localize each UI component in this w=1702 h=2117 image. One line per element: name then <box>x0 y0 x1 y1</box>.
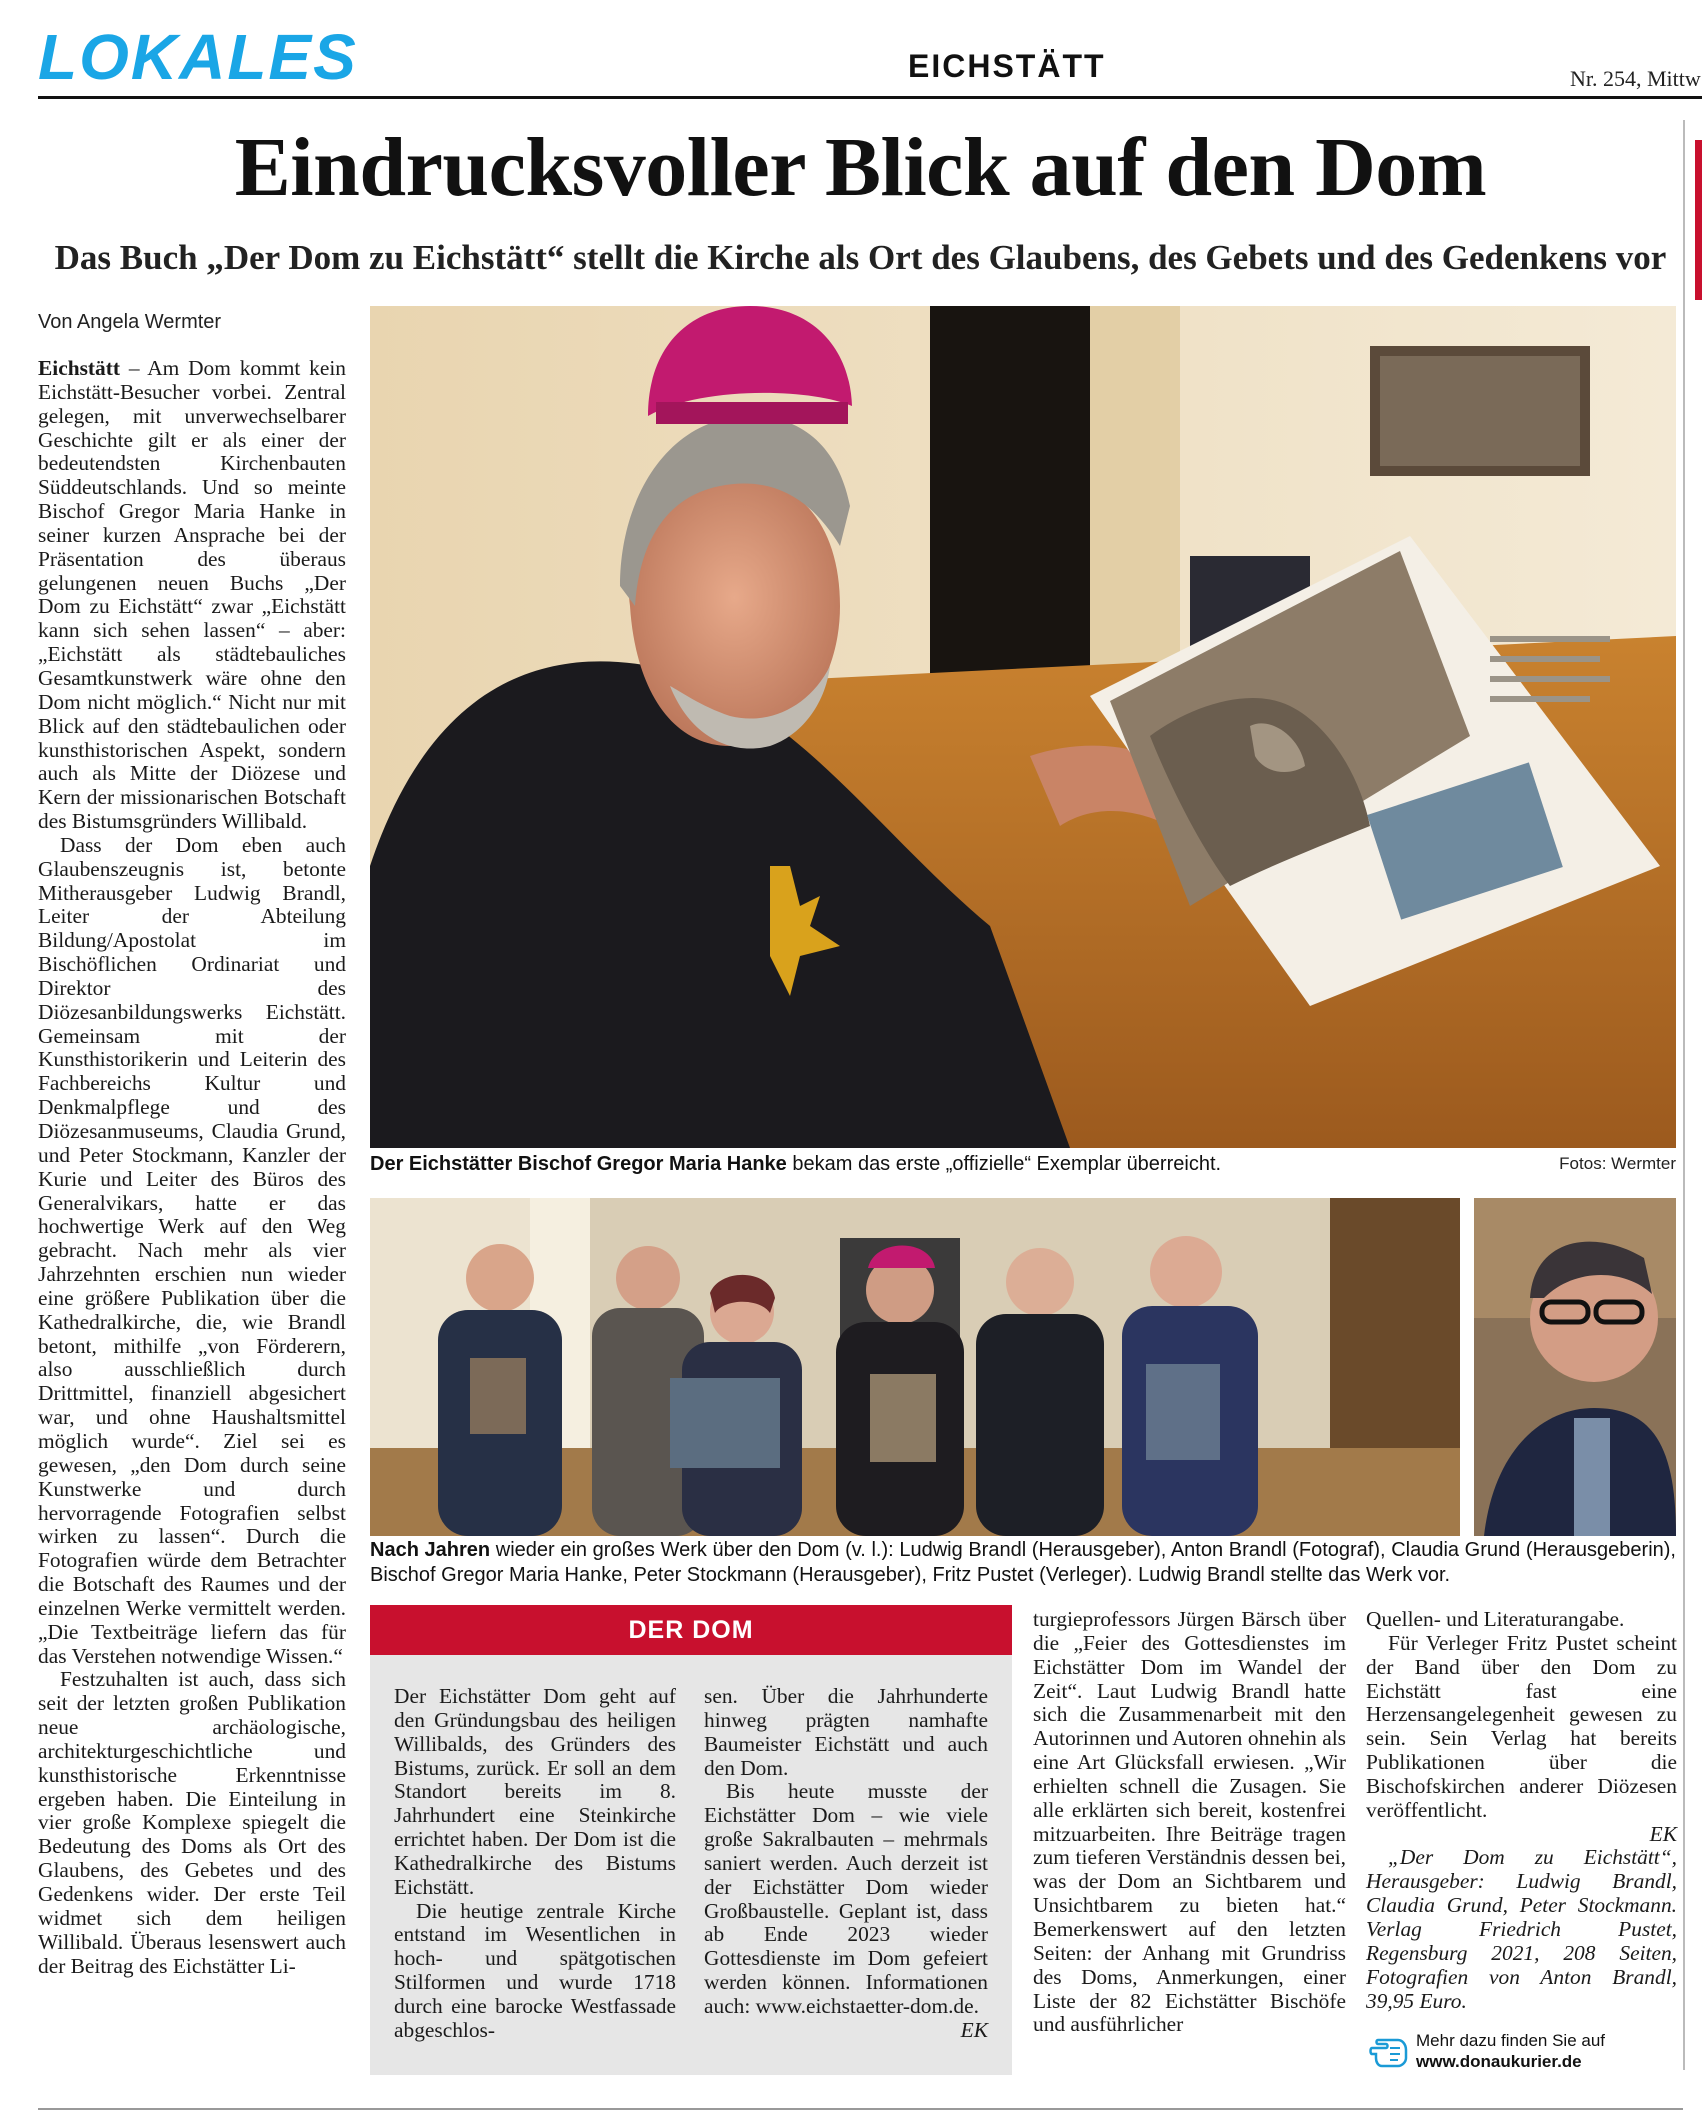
info-signature: EK <box>960 2017 988 2042</box>
book-info: „Der Dom zu Eichstätt“, Herausgeber: Ludwig Brandl, Claudia Grund, Peter Stockmann. Verlag Friedrich Pustet, Regensburg 2021, 208 Seiten, Fotografien von Anton Brandl, 39,95 Euro. <box>1366 1845 1677 2013</box>
info-paragraph: Bis heute musste der Eichstätter Dom – wie viele große Sakralbauten – mehrmals saniert werden. Auch derzeit ist der Eichstätter Dom wieder Großbaustelle. Geplant ist, dass ab Ende 2023 wieder Gottesdienste im Dom gefeiert werden können. Informationen auch: www.eichstaetter-dom.de. <box>704 1779 988 2018</box>
info-box-column-1 <box>394 1685 676 2043</box>
group-photo <box>370 1198 1460 1536</box>
pointing-hand-icon <box>1368 2032 1408 2068</box>
header-rule <box>38 96 1702 99</box>
main-photo-caption <box>370 1152 1470 1177</box>
info-box-column-2 <box>704 1685 988 2043</box>
article-paragraph: Quellen- und Literaturangabe. <box>1366 1607 1625 1631</box>
section-label: LOKALES <box>38 21 358 93</box>
article-paragraph: Dass der Dom eben auch Glaubenszeugnis ist, betonte Mitherausgeber Ludwig Brandl, Leiter der Abteilung Bildung/Apostolat im Bischöflichen Ordinariat und Direktor des Diözesanbildungswerks Eichstätt. Gemeinsam mit der Kunsthistorikerin und Leiterin des Fachbereichs Kultur und Denkmalpflege und des Diözesanmuseums, Claudia Grund, und Peter Stockmann, Kanzler der Kurie und Leiter des Büros des Generalvikars, hatte er das hochwertige Werk auf den Weg gebracht. Nach mehr als vier Jahrzehnten erschien nun wieder eine größere Publikation über die Kathedralkirche, die, wie Brandl betont, mithilfe „von Förderern, also ausschließlich durch Drittmittel, finanziell abgesichert war, und ohne Haushaltsmittel möglich wurde“. Ziel sei es gewesen, „den Dom durch seine Kunstwerke und durch hervorragende Fotografien selbst wirken zu lassen“. Durch die Fotografien würde dem Betrachter die Botschaft des Raumes und der einzelnen Werke vermittelt werden. „Die Textbeiträge liefern das für das Verstehen notwendige Wissen.“ <box>38 832 346 1668</box>
more-link-text <box>1416 2030 1605 2072</box>
info-paragraph: sen. Über die Jahrhunderte hinweg prägten namhafte Baumeister Eichstätt und auch den Dom. <box>704 1684 988 1780</box>
info-box <box>370 1605 1012 2075</box>
article-column-1 <box>38 357 346 1978</box>
article-paragraph: Für Verleger Fritz Pustet scheint der Band über den Dom zu Eichstätt fast eine Herzensangelegenheit gewesen zu sein. Sein Verlag hat bereits Publikationen über die Bischofskirchen anderer Diözesen veröffentlicht. <box>1366 1630 1677 1822</box>
info-paragraph: Die heutige zentrale Kirche entstand im Wesentlichen in hoch- und spätgotischen Stilformen und wurde 1718 durch eine barocke Westfassade abgeschlos- <box>394 1898 676 2042</box>
portrait-photo <box>1474 1198 1676 1536</box>
article-column-5 <box>1366 1608 1677 2013</box>
info-box-title: DER DOM <box>370 1605 1012 1655</box>
side-accent-bar <box>1695 140 1702 300</box>
dateline: Eichstätt <box>38 356 120 380</box>
issue-label: Nr. 254, Mittw <box>1570 66 1701 91</box>
paragraph-text: – Am Dom kommt kein Eichstätt-Besucher vorbei. Zentral gelegen, mit unverwechselbarer Geschichte gilt er als einer der bedeutendsten Kirchenbauten Süddeutschlands. Und so meinte Bischof Gregor Maria Hanke in seiner kurzen Ansprache bei der Präsentation des überaus gelungenen neuen Buchs „Der Dom zu Eichstätt“ zwar „Eichstätt kann sich sehen lassen“ – aber: „Eichstätt als städtebauliches Gesamtkunstwerk wäre ohne den Dom nicht möglich.“ Nicht nur mit Blick auf den städtebaulichen oder kunsthistorischen Aspekt, sondern auch als Mitte der Diözese und Kern der missionarischen Botschaft des Bistumsgründers Willibald. <box>38 356 346 834</box>
article-paragraph <box>38 357 346 834</box>
bottom-rule <box>38 2108 1683 2110</box>
article-headline: Eindrucksvoller Blick auf den Dom <box>234 121 1487 214</box>
article-signature: EK <box>1649 1821 1677 1846</box>
group-photo-caption <box>370 1538 1676 1588</box>
more-link-label: Mehr dazu finden Sie auf <box>1416 2031 1606 2050</box>
info-paragraph: Der Eichstätter Dom geht auf den Gründungsbau des heiligen Willibalds, des Gründers des Bistums, zurück. Er soll an dem Standort bereits im 8. Jahrhundert eine Steinkirche errichtet haben. Der Dom ist die Kathedralkirche des Bistums Eichstätt. <box>394 1684 676 1899</box>
caption-text: wieder ein großes Werk über den Dom (v. l.): Ludwig Brandl (Herausgeber), Anton Brandl (Fotograf), Claudia Grund (Herausgeberin), Bischof Gregor Maria Hanke, Peter Stockmann (Herausgeber), Fritz Pustet (Verleger). Ludwig Brandl stellte das Werk vor. <box>370 1539 1676 1586</box>
article-paragraph: turgieprofessors Jürgen Bärsch über die „Feier des Gottesdienstes im Eichstätter Dom im Wandel der Zeit“. Laut Ludwig Brandl hatte sich die Zusammenarbeit mit den Autorinnen und Autoren ohnehin als eine Art Glücksfall erwiesen. „Wir erhielten schnell die Zusagen. Sie alle erklärten sich bereit, kostenfrei mitzuarbeiten. Ihre Beiträge tragen zum tieferen Verständnis dessen bei, was der Dom an Sichtbarem und Unsichtbarem zu bieten hat.“ Bemerkenswert auf den letzten Seiten: der Anhang mit Grundriss des Doms, Anmerkungen, einer Liste der 82 Eichstätter Bischöfe und ausführlicher <box>1033 1607 1346 2037</box>
article-paragraph: Festzuhalten ist auch, dass sich seit der letzten großen Publikation neue archäologische, architekturgeschichtliche und kunsthistorische Erkenntnisse ergeben haben. Die Einteilung in vier große Komplexe spiegelt die Bedeutung des Doms als Ort des Glaubens, des Gebetes und des Gedenkens wider. Der erste Teil widmet sich dem heiligen Willibald. Überaus lesenswert auch der Beitrag des Eichstätter Li- <box>38 1667 346 1978</box>
place-label: EICHSTÄTT <box>908 48 1106 84</box>
main-photo <box>370 306 1676 1148</box>
article-subheadline: Das Buch „Der Dom zu Eichstätt“ stellt die Kirche als Ort des Glaubens, des Gebets und des Gedenkens vor <box>54 238 1667 277</box>
column-divider <box>1683 120 1685 2070</box>
page-header <box>0 0 1702 100</box>
caption-bold: Der Eichstätter Bischof Gregor Maria Hanke <box>370 1153 787 1175</box>
article-column-4 <box>1033 1608 1346 2037</box>
caption-bold: Nach Jahren <box>370 1539 491 1561</box>
photo-credit: Fotos: Wermter <box>1559 1154 1676 1173</box>
caption-text: bekam das erste „offizielle“ Exemplar überreicht. <box>786 1153 1222 1175</box>
more-link-url[interactable]: www.donaukurier.de <box>1416 2052 1582 2071</box>
article-author: Von Angela Wermter <box>38 311 222 333</box>
